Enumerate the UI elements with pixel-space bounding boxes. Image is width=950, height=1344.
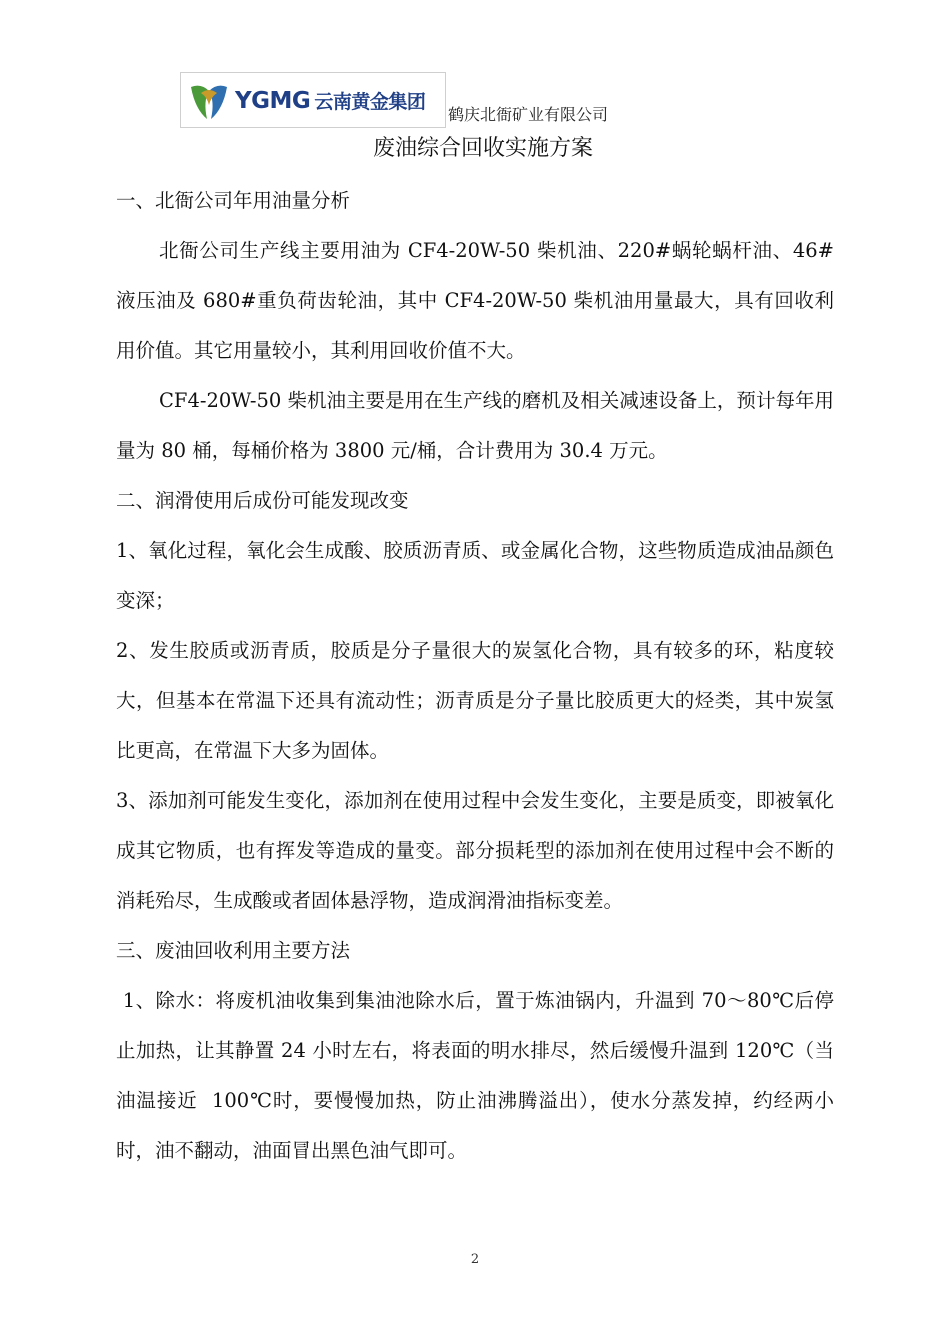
- list-item-oxidation: 1、氧化过程，氧化会生成酸、胶质沥青质、或金属化合物，这些物质造成油品颜色变深；: [116, 539, 834, 612]
- logo-emblem-icon: [187, 79, 231, 123]
- company-name: 鹤庆北衙矿业有限公司: [448, 105, 609, 124]
- list-item-colloid: 2、发生胶质或沥青质，胶质是分子量很大的炭氢化合物，具有较多的环，粘度较大，但基本在常温下还具有流动性；沥青质是分子量比胶质更大的烃类，其中炭氢比更高，在常温下大多为固体。: [116, 639, 834, 762]
- document-body: [116, 176, 834, 1176]
- page-number: 2: [470, 1252, 480, 1267]
- section-heading-1: 一、北衙公司年用油量分析: [116, 189, 351, 212]
- company-logo: [180, 72, 446, 128]
- logo-text: YGMG 云南黄金集团: [235, 88, 426, 114]
- section-heading-3: 三、废油回收利用主要方法: [116, 939, 351, 962]
- paragraph-oil-types: 北衙公司生产线主要用油为 CF4-20W-50 柴机油、220#蜗轮蜗杆油、46#液压油及 680#重负荷齿轮油，其中 CF4-20W-50 柴机油用量最大，具有回收利用价值。其它用量较小，其利用回收价值不大。: [116, 239, 834, 362]
- section-heading-2: 二、润滑使用后成份可能发现改变: [116, 489, 409, 512]
- list-item-additive: 3、添加剂可能发生变化，添加剂在使用过程中会发生变化，主要是质变，即被氧化成其它物质，也有挥发等造成的量变。部分损耗型的添加剂在使用过程中会不断的消耗殆尽，生成酸或者固体悬浮物，造成润滑油指标变差。: [116, 789, 834, 912]
- document-title: 废油综合回收实施方案: [372, 136, 593, 161]
- list-item-dewater: 1、除水：将废机油收集到集油池除水后，置于炼油锅内，升温到 70～80℃后停止加热，让其静置 24 小时左右，将表面的明水排尽，然后缓慢升温到 120℃（当油温接近 100℃时，要慢慢加热，防止油沸腾溢出），使水分蒸发掉，约经两小时，油不翻动，油面冒出黑色油气即可。: [116, 989, 835, 1162]
- paragraph-oil-usage: CF4-20W-50 柴机油主要是用在生产线的磨机及相关减速设备上，预计每年用量为 80 桶，每桶价格为 3800 元/桶，合计费用为 30.4 万元。: [116, 389, 834, 462]
